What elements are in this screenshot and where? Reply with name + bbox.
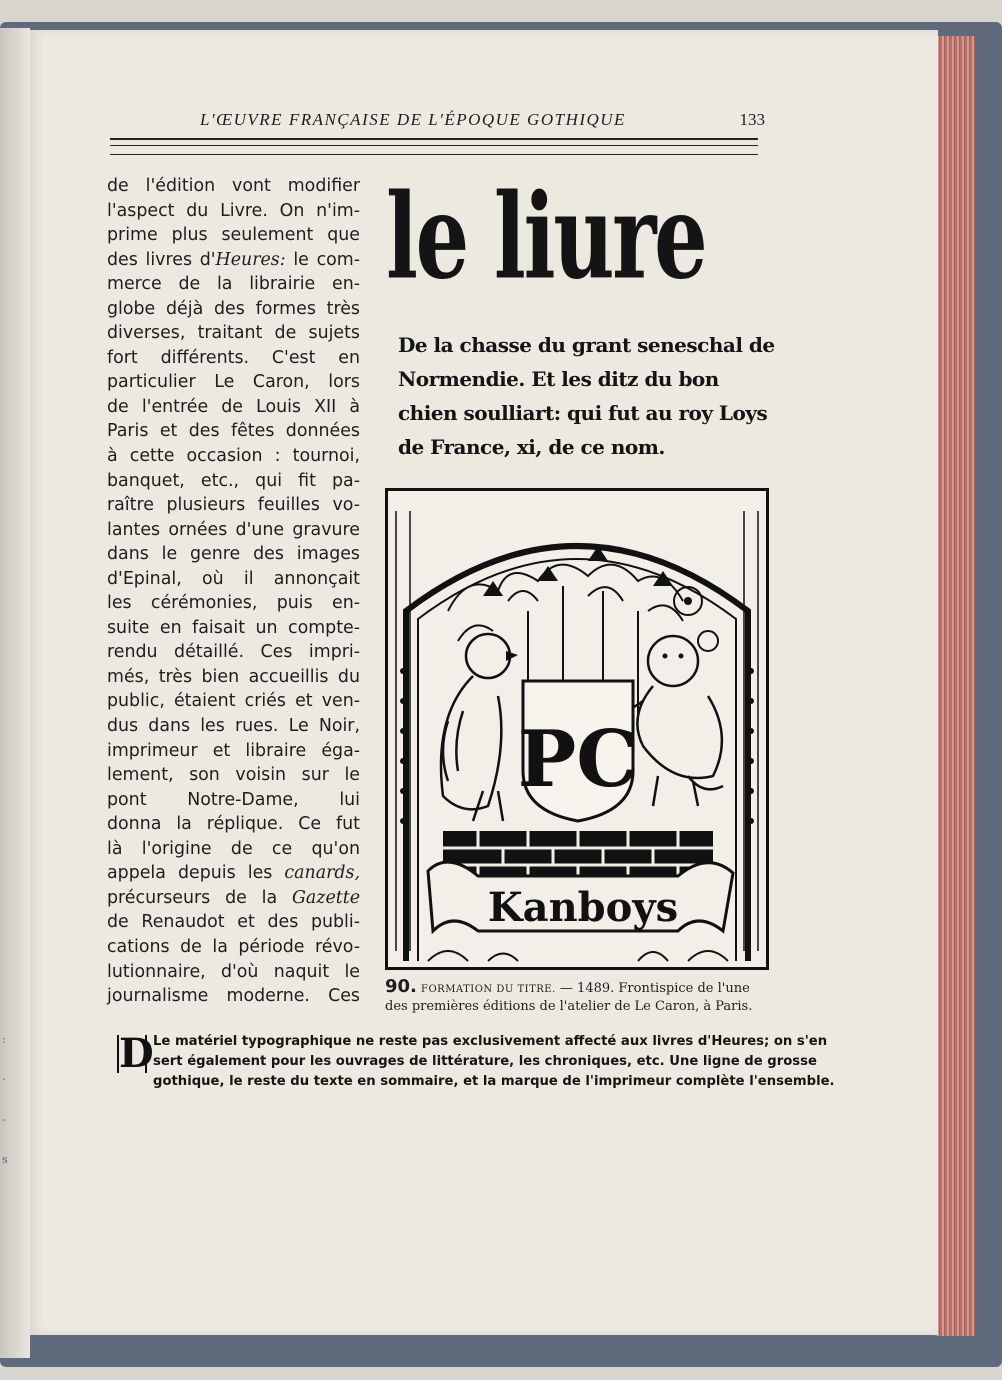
margin-marks: : · - s <box>2 1033 8 1166</box>
note-line: Le matériel typographique ne reste pas exclusivement affecté aux livres d'Heures; on s'en <box>153 1034 828 1049</box>
subtitle-line: De la chasse du grant seneschal de <box>398 333 775 357</box>
text-line: dus dans les rues. Le Noir, <box>107 716 360 737</box>
header-rule <box>110 138 758 155</box>
text-line: donna la réplique. Ce fut <box>107 814 360 835</box>
figure-number: 90. <box>385 976 417 997</box>
italic-gazette: Gazette <box>292 887 360 908</box>
text-line: à cette occasion : tournoi, <box>107 446 360 467</box>
text-line: cations de la période révo- <box>107 936 360 957</box>
gothic-title: le liure <box>386 169 706 306</box>
running-head <box>110 108 765 134</box>
figure-caption <box>385 978 765 1015</box>
text-line: lantes ornées d'une gravure <box>107 519 360 540</box>
gothic-title-block <box>378 169 778 459</box>
text-line: public, étaient criés et ven- <box>107 691 360 712</box>
text-line: lutionnaire, d'où naquit le <box>107 961 360 982</box>
text-line: Paris et des fêtes données <box>107 421 360 442</box>
page-edges <box>935 36 975 1336</box>
text-line: lement, son voisin sur le <box>107 765 360 786</box>
subtitle-line: de France, xi, de ce nom. <box>398 435 665 459</box>
text-line: dans le genre des images <box>107 544 360 565</box>
page-number: 133 <box>739 110 765 129</box>
text-line: prime plus seulement que <box>107 225 360 246</box>
text-line: d'Epinal, où il annonçait <box>107 568 360 589</box>
text-line: de l'entrée de Louis XII à <box>107 396 360 417</box>
italic-heures: Heures: <box>215 249 286 270</box>
text-line: banquet, etc., qui fit pa- <box>107 470 360 491</box>
woodcut-illustration <box>388 491 766 967</box>
text-line: les cérémonies, puis en- <box>107 593 360 614</box>
text-line: fort différents. C'est en <box>107 347 360 368</box>
text-line: suite en faisait un compte- <box>107 617 360 638</box>
text-line: de l'édition vont modifier <box>107 176 360 196</box>
printer-mark-woodcut <box>385 488 769 970</box>
text-line: globe déjà des formes très <box>107 298 360 319</box>
italic-canards: canards, <box>284 863 360 884</box>
gothic-subtitle <box>398 328 778 464</box>
text-line: de Renaudot et des publi- <box>107 912 360 933</box>
text-line: rendu détaillé. Ces impri- <box>107 642 360 663</box>
text-line: là l'origine de ce qu'on <box>107 838 360 859</box>
figure-label: FORMATION DU TITRE. <box>421 984 556 995</box>
text-line: raître plusieurs feuilles vo- <box>107 495 360 516</box>
caption-text-1: — 1489. Frontispice de l'une <box>555 981 750 996</box>
subtitle-line: chien soulliart: qui fut au roy Loys <box>398 401 768 425</box>
note-line: gothique, le reste du texte en sommaire, et la marque de l'imprimeur complète l'ensemble. <box>153 1074 835 1089</box>
body-text-column <box>107 174 360 1009</box>
text-line: pont Notre-Dame, lui <box>107 789 360 810</box>
text-line: diverses, traitant de sujets <box>107 323 360 344</box>
note-line: sert également pour les ouvrages de littérature, les chroniques, etc. Une ligne de grosse <box>153 1054 817 1069</box>
text-line: des livres d'Heures: le com- <box>107 249 360 270</box>
text-line: l'aspect du Livre. On n'im- <box>107 200 360 221</box>
text-line: imprimeur et libraire éga- <box>107 740 360 761</box>
running-title: L'ŒUVRE FRANÇAISE DE L'ÉPOQUE GOTHIQUE <box>200 110 626 129</box>
shield-monogram: PC <box>517 714 639 805</box>
banner-text: Kanboys <box>487 884 679 931</box>
drop-cap: D <box>119 1030 154 1077</box>
text-line: merce de la librairie en- <box>107 274 360 295</box>
text-line: appela depuis les canards, <box>107 863 360 884</box>
text-line: précurseurs de la Gazette <box>107 887 360 908</box>
text-line: més, très bien accueillis du <box>107 666 360 687</box>
caption-text-2: des premières éditions de l'atelier de Le Caron, à Paris. <box>385 999 753 1014</box>
text-line: particulier Le Caron, lors <box>107 372 360 393</box>
text-line: journalisme moderne. Ces <box>107 986 360 1007</box>
footnote-paragraph <box>117 1030 835 1092</box>
subtitle-line: Normendie. Et les ditz du bon <box>398 367 719 391</box>
